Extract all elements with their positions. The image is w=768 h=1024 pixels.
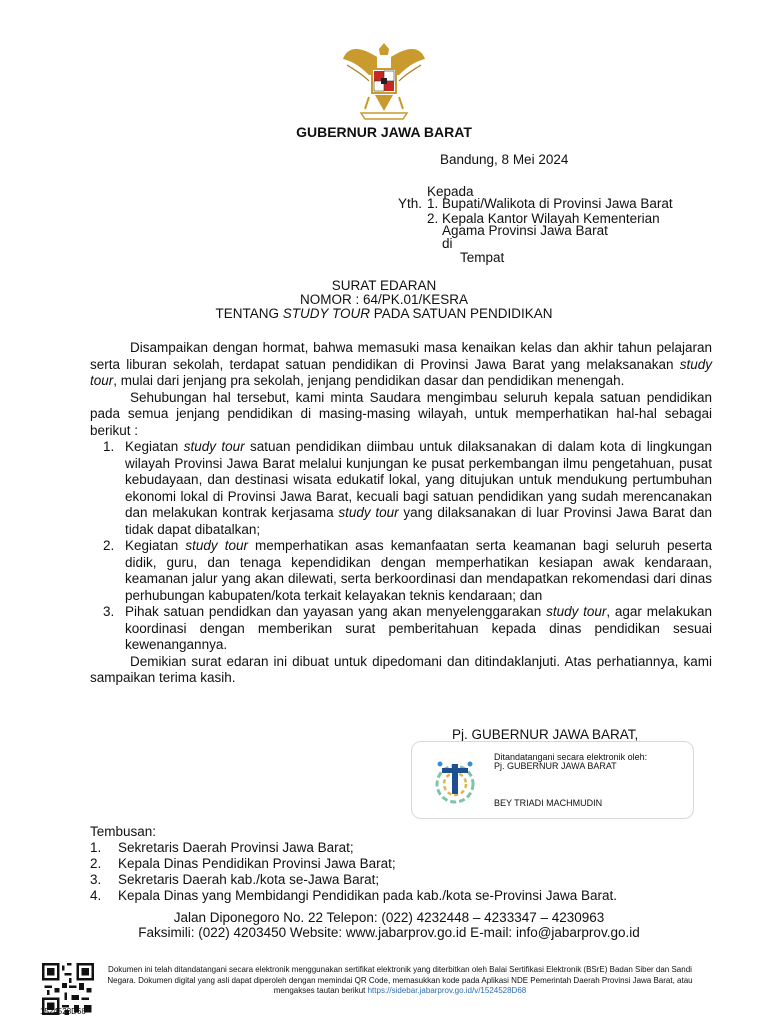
list-item: 1. Sekretaris Daerah Provinsi Jawa Barat; [90,840,354,855]
letter-subject: TENTANG STUDY TOUR PADA SATUAN PENDIDIKAN [215,306,553,321]
list-item: 4. Kepala Dinas yang Membidangi Pendidikan pada kab./kota se-Provinsi Jawa Barat. [90,888,618,903]
signer-name: BEY TRIADI MACHMUDIN [494,798,603,808]
addressee-tempat: Tempat [460,250,505,265]
letter-type: SURAT EDARAN [331,278,437,293]
place-date: Bandung, 8 Mei 2024 [440,152,569,167]
footer-contact: Faksimili: (022) 4203450 Website: www.jabarprov.go.id E-mail: info@jabarprov.go.id [138,925,640,940]
list-item-3: 3. Pihak satuan pendidkan dan yayasan yang akan menyelenggarakan study tour, agar melakukan koordinasi dengan memberikan surat pemberitahuan kepada dinas pendidikan sesuai kewenangannya. [103,604,712,652]
e-signature-box [411,741,694,819]
garuda-emblem-logo [339,35,429,125]
list-item: 3. Sekretaris Daerah kab./kota se-Jawa Barat; [90,872,380,887]
addressee-kepada: Kepada [427,184,474,199]
signature-title: Pj. GUBERNUR JAWA BARAT, [452,727,639,742]
e-sign-label: Ditandatangani secara elektronik oleh: [494,752,648,762]
e-sign-notice: Dokumen ini telah ditandatangani secara elektronik menggunakan sertifikat elektronik yang diterbitkan oleh Balai Sertifikasi Elektronik (BSrE) Badan Siber dan Sandi Negara. Dokumen digital yang asli dapat diperoleh dengan memindai QR Code, memasukkan kode pada Aplikasi NDE Pemerintah Daerah Provinsi Jawa Barat, atau mengakses tautan berikut https://sidebar.jabarprov.go.id/v/1524528D68 [107,965,693,995]
bsre-logo-icon [430,754,480,810]
letter-header-title: GUBERNUR JAWA BARAT [296,124,472,140]
addressee-line-2a: 2. Kepala Kantor Wilayah Kementerian [427,211,660,226]
letter-body [90,340,712,687]
list-item-1: 1. Kegiatan study tour satuan pendidikan diimbau untuk dilaksanakan di dalam kota di lingkungan wilayah Provinsi Jawa Barat melalui kunjungan ke pusat perkembangan ilmu pengetahuan, pusat kebudayaan, dan destinasi wisata edukatif lokal, yang ditujukan untuk mendukung pertumbuhan ekonomi lokal di Provinsi Jawa Barat, kecuali bagi satuan pendidikan yang sudah merencanakan dan melakukan kontrak kerjasama study tour yang dilaksanakan di luar Provinsi Jawa Barat dan tidak dapat dibatalkan; [103,439,713,537]
letter-number: NOMOR : 64/PK.01/KESRA [299,292,469,307]
tembusan-section [90,824,617,904]
paragraph-1: Disampaikan dengan hormat, bahwa memasuki masa kenaikan kelas dan akhir tahun pelajaran serta liburan sekolah, terdapat satuan pendidikan di Provinsi Jawa Barat yang melaksanakan study tour, mulai dari jenjang pra sekolah, jenjang pendidikan dasar dan pendidikan menengah. [90,340,712,388]
addressee-line-1: 1. Bupati/Walikota di Provinsi Jawa Barat [427,196,673,211]
footer-address: Jalan Diponegoro No. 22 Telepon: (022) 4232448 – 4233347 – 4230963 [173,910,605,925]
verification-link[interactable]: https://sidebar.jabarprov.go.id/v/1524528D68 [367,986,527,995]
qr-code-id: 1524528D68 [40,1007,86,1016]
addressee-di: di [442,236,453,251]
paragraph-2: Sehubungan hal tersebut, kami minta Saudara mengimbau seluruh kepala satuan pendidikan pada semua jenjang pendidikan di masing-masing wilayah, untuk memperhatikan hal-hal sebagai berikut : [90,389,712,438]
tembusan-label: Tembusan: [90,824,157,839]
e-sign-role: Pj. GUBERNUR JAWA BARAT [494,761,617,771]
list-item: 2. Kepala Dinas Pendidikan Provinsi Jawa Barat; [90,856,396,871]
addressee-line-2b: Agama Provinsi Jawa Barat [442,223,608,238]
addressee-yth: Yth. [398,196,423,211]
list-item-2: 2. Kegiatan study tour memperhatikan asas kemanfaatan serta keamanan bagi seluruh peserta didik, guru, dan tenaga kependidikan dengan memperhatikan kesiapan awak kendaraan, keamanan jalur yang akan dilewati, serta berkoordinasi dan mendapatkan rekomendasi dari dinas perhubungan kabupaten/kota terkait kelayakan teknis kendaraan; dan [103,538,713,603]
closing-paragraph: Demikian surat edaran ini dibuat untuk dipedomani dan ditindaklanjuti. Atas perhatiannya, kami sampaikan terima kasih. [90,653,712,685]
